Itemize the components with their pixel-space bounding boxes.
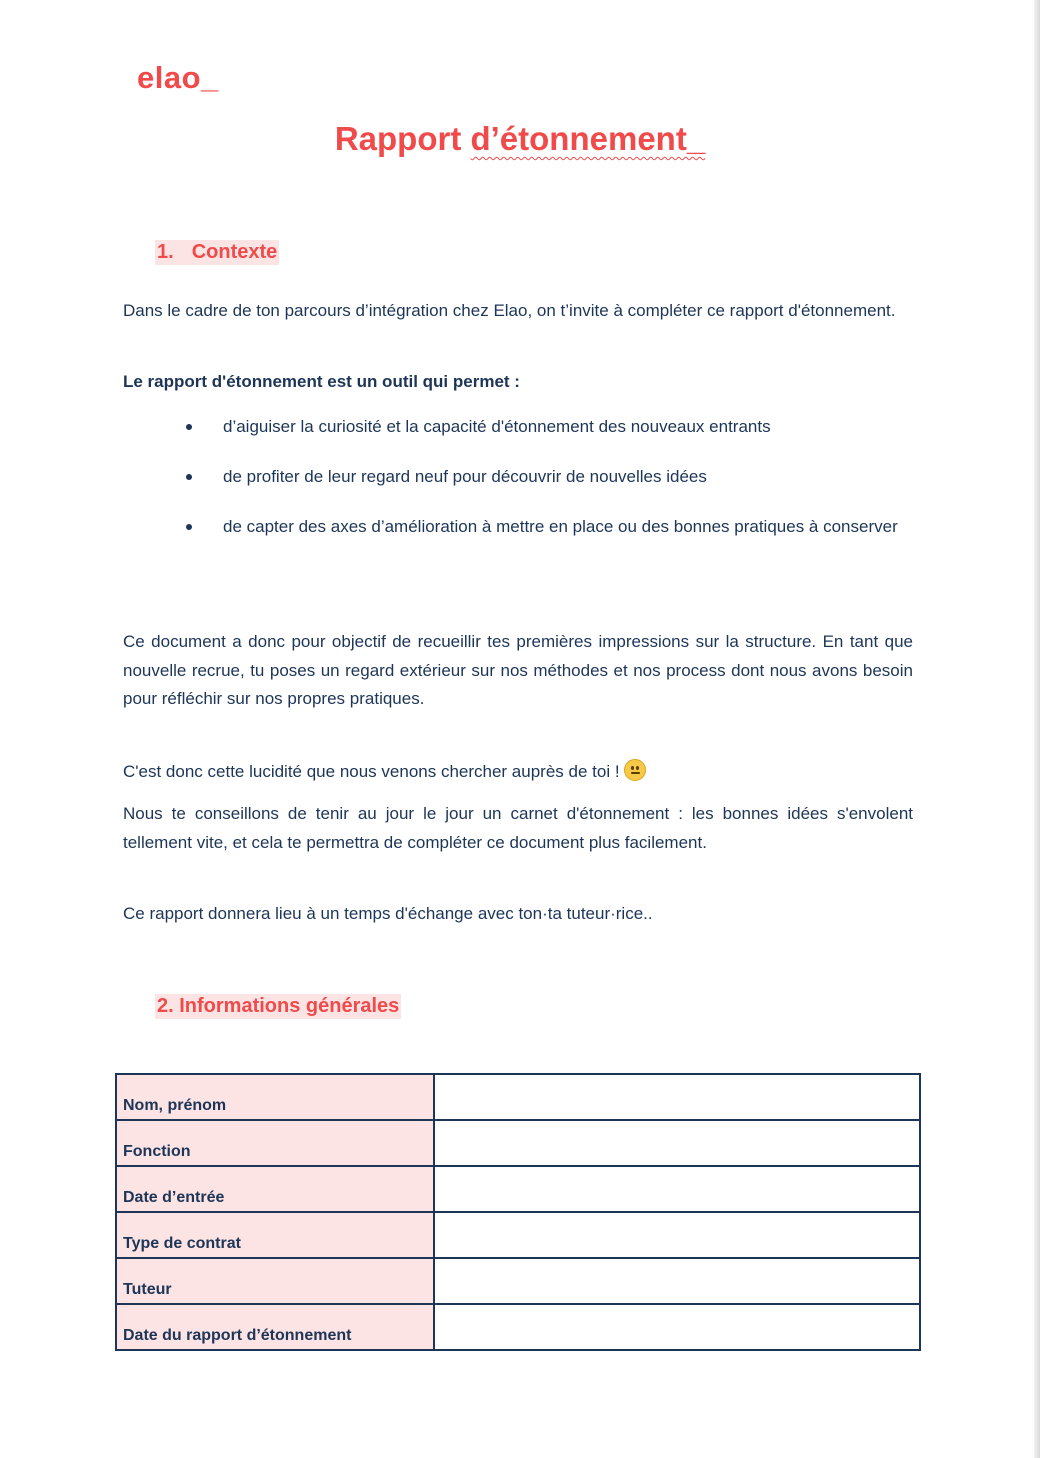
bullet-item [123, 410, 913, 443]
row-value-field[interactable] [434, 1212, 920, 1258]
row-label: Fonction [116, 1120, 434, 1166]
title-main: Rapport [334, 120, 471, 157]
section-title: Contexte [191, 241, 278, 263]
row-value-field[interactable] [434, 1258, 920, 1304]
tool-purpose-heading: Le rapport d'étonnement est un outil qui permet : [123, 372, 520, 391]
bullet-text: de profiter de leur regard neuf pour découvrir de nouvelles idées [223, 467, 707, 486]
bullet-icon [186, 524, 192, 530]
title-spellcheck-underlined: d’étonnement_ [470, 120, 706, 157]
intro-paragraph: Dans le cadre de ton parcours d’intégration chez Elao, on t’invite à compléter ce rapport d'étonnement. [123, 301, 896, 320]
row-value-field[interactable] [434, 1304, 920, 1350]
advice-paragraph: Nous te conseillons de tenir au jour le jour un carnet d'étonnement : les bonnes idées s'envolent tellement vite, et cela te permettra de compléter ce document plus facilement. [123, 804, 913, 852]
table-row [116, 1166, 920, 1212]
row-label: Nom, prénom [116, 1074, 434, 1120]
bullet-icon [186, 474, 192, 480]
table-row [116, 1258, 920, 1304]
bullet-text: de capter des axes d’amélioration à mettre en place ou des bonnes pratiques à conserver [223, 517, 898, 536]
table-row [116, 1074, 920, 1120]
table-row [116, 1212, 920, 1258]
row-value-field[interactable] [434, 1074, 920, 1120]
row-label: Type de contrat [116, 1212, 434, 1258]
smiley-icon [624, 759, 646, 781]
row-label: Date d’entrée [116, 1166, 434, 1212]
table-row [116, 1304, 920, 1350]
row-label: Tuteur [116, 1258, 434, 1304]
general-info-table [115, 1073, 921, 1351]
exchange-paragraph: Ce rapport donnera lieu à un temps d'échange avec ton·ta tuteur·rice.. [123, 904, 653, 923]
section-heading-contexte [155, 240, 279, 265]
document-title [0, 120, 1040, 158]
lucidity-text: C'est donc cette lucidité que nous venons chercher auprès de toi ! [123, 762, 620, 781]
document-objective-paragraph: Ce document a donc pour objectif de recueillir tes premières impressions sur la structure. En tant que nouvelle recrue, tu poses un regard extérieur sur nos méthodes et nos process dont nous avons besoin pour réfléchir sur nos propres pratiques. [123, 632, 913, 708]
row-value-field[interactable] [434, 1120, 920, 1166]
section-number: 1. [157, 241, 174, 263]
bullet-icon [186, 424, 192, 430]
table-row [116, 1120, 920, 1166]
bullet-text: d’aiguiser la curiosité et la capacité d'étonnement des nouveaux entrants [223, 417, 771, 436]
bullet-item [123, 510, 913, 543]
elao-logo: elao_ [137, 60, 219, 95]
bullet-item [123, 460, 913, 493]
section-heading-informations: 2. Informations générales [157, 995, 400, 1017]
row-value-field[interactable] [434, 1166, 920, 1212]
lucidity-paragraph [123, 758, 913, 785]
page-edge [1034, 0, 1040, 1458]
purpose-bullet-list [123, 410, 913, 560]
row-label: Date du rapport d’étonnement [116, 1304, 434, 1350]
